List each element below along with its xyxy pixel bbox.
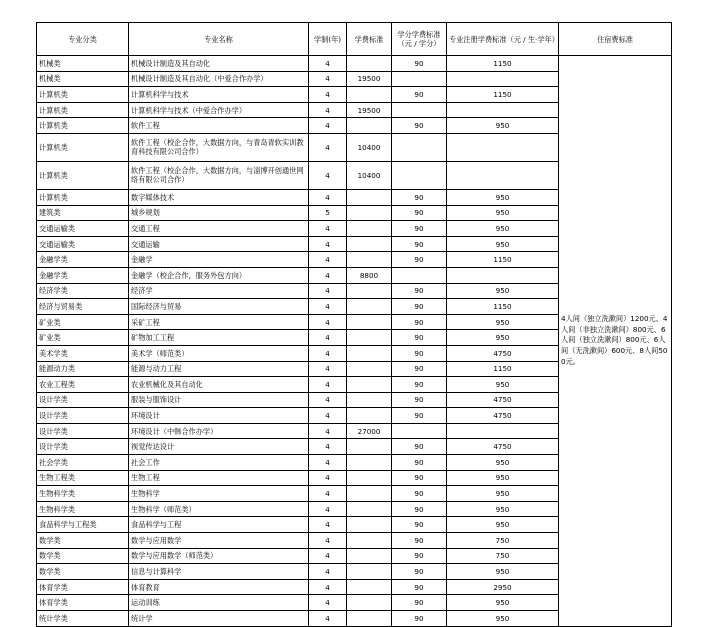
cell-credit: 90 xyxy=(392,189,447,205)
cell-tuition xyxy=(347,439,392,455)
cell-years: 4 xyxy=(309,423,347,439)
cell-credit: 90 xyxy=(392,345,447,361)
cell-register: 4750 xyxy=(447,392,559,408)
cell-dorm-note: 4人间（独立洗漱间）1200元、4人间（非独立洗漱间）800元、6人间（独立洗漱间）800元、6人间（无洗漱间）600元、8人间500元。 xyxy=(559,56,672,627)
cell-tuition xyxy=(347,314,392,330)
cell-category: 数学类 xyxy=(37,548,129,564)
cell-tuition xyxy=(347,56,392,72)
cell-category: 建筑类 xyxy=(37,205,129,221)
cell-register: 950 xyxy=(447,595,559,611)
cell-name: 矿物加工工程 xyxy=(129,330,309,346)
cell-tuition xyxy=(347,579,392,595)
cell-tuition xyxy=(347,205,392,221)
cell-category: 生物科学类 xyxy=(37,501,129,517)
cell-register: 950 xyxy=(447,455,559,471)
column-header-register-fee: 专业注册学费标准（元 / 生·学年） xyxy=(447,23,559,56)
cell-register: 950 xyxy=(447,118,559,134)
cell-category: 计算机类 xyxy=(37,189,129,205)
cell-name: 软件工程（校企合作，大数据方向，与青岛青软实训教育科技有限公司合作） xyxy=(129,133,309,161)
cell-credit: 90 xyxy=(392,579,447,595)
cell-name: 机械设计制造及其自动化 xyxy=(129,56,309,72)
cell-category: 社会学类 xyxy=(37,455,129,471)
column-header-dorm-fee: 住宿费标准 xyxy=(559,23,672,56)
table-body xyxy=(37,56,672,627)
cell-years: 4 xyxy=(309,377,347,393)
cell-credit: 90 xyxy=(392,408,447,424)
column-header-category: 专业分类 xyxy=(37,23,129,56)
cell-years: 4 xyxy=(309,221,347,237)
cell-name: 体育教育 xyxy=(129,579,309,595)
table-row xyxy=(37,56,672,72)
cell-name: 美术学（师范类） xyxy=(129,345,309,361)
cell-register xyxy=(447,423,559,439)
cell-years: 4 xyxy=(309,314,347,330)
cell-register xyxy=(447,133,559,161)
cell-name: 机械设计制造及其自动化（中爱合作办学） xyxy=(129,71,309,87)
cell-tuition xyxy=(347,118,392,134)
tuition-fee-table xyxy=(36,22,672,627)
cell-years: 4 xyxy=(309,392,347,408)
cell-tuition xyxy=(347,548,392,564)
cell-years: 4 xyxy=(309,470,347,486)
cell-credit: 90 xyxy=(392,236,447,252)
cell-category: 设计学类 xyxy=(37,392,129,408)
cell-category: 设计学类 xyxy=(37,439,129,455)
cell-years: 4 xyxy=(309,283,347,299)
cell-years: 4 xyxy=(309,102,347,118)
cell-register: 950 xyxy=(447,611,559,627)
cell-category: 能源动力类 xyxy=(37,361,129,377)
cell-credit: 90 xyxy=(392,118,447,134)
cell-register: 4750 xyxy=(447,345,559,361)
cell-register: 950 xyxy=(447,501,559,517)
cell-credit: 90 xyxy=(392,548,447,564)
cell-credit: 90 xyxy=(392,517,447,533)
cell-category: 金融学类 xyxy=(37,267,129,283)
cell-credit: 90 xyxy=(392,455,447,471)
table-header-row xyxy=(37,23,672,56)
cell-credit: 90 xyxy=(392,377,447,393)
cell-years: 4 xyxy=(309,189,347,205)
cell-years: 4 xyxy=(309,118,347,134)
cell-credit: 90 xyxy=(392,501,447,517)
cell-name: 计算机科学与技术（中爱合作办学） xyxy=(129,102,309,118)
cell-name: 信息与计算科学 xyxy=(129,564,309,580)
cell-register xyxy=(447,71,559,87)
cell-category: 计算机类 xyxy=(37,102,129,118)
cell-name: 服装与服饰设计 xyxy=(129,392,309,408)
cell-name: 数学与应用数学（师范类） xyxy=(129,548,309,564)
cell-register: 1150 xyxy=(447,87,559,103)
cell-credit xyxy=(392,267,447,283)
cell-tuition xyxy=(347,87,392,103)
cell-category: 食品科学与工程类 xyxy=(37,517,129,533)
cell-category: 农业工程类 xyxy=(37,377,129,393)
cell-name: 食品科学与工程 xyxy=(129,517,309,533)
column-header-credit-fee: 学分学费标准（元 / 学分） xyxy=(392,23,447,56)
cell-years: 4 xyxy=(309,361,347,377)
cell-years: 4 xyxy=(309,548,347,564)
cell-tuition: 19500 xyxy=(347,71,392,87)
cell-years: 4 xyxy=(309,595,347,611)
cell-register: 950 xyxy=(447,189,559,205)
cell-credit: 90 xyxy=(392,486,447,502)
cell-tuition xyxy=(347,611,392,627)
cell-tuition xyxy=(347,408,392,424)
cell-credit: 90 xyxy=(392,611,447,627)
cell-register xyxy=(447,161,559,189)
cell-tuition xyxy=(347,236,392,252)
cell-credit: 90 xyxy=(392,564,447,580)
cell-tuition xyxy=(347,533,392,549)
cell-tuition xyxy=(347,377,392,393)
cell-register: 950 xyxy=(447,377,559,393)
cell-name: 农业机械化及其自动化 xyxy=(129,377,309,393)
cell-category: 经济与贸易类 xyxy=(37,299,129,315)
cell-category: 计算机类 xyxy=(37,87,129,103)
table-header xyxy=(37,23,672,56)
cell-credit: 90 xyxy=(392,205,447,221)
cell-name: 视觉传达设计 xyxy=(129,439,309,455)
cell-tuition xyxy=(347,299,392,315)
cell-credit xyxy=(392,71,447,87)
cell-register: 1150 xyxy=(447,299,559,315)
cell-years: 4 xyxy=(309,455,347,471)
cell-name: 生物科学（师范类） xyxy=(129,501,309,517)
cell-category: 计算机类 xyxy=(37,118,129,134)
cell-years: 4 xyxy=(309,133,347,161)
cell-credit xyxy=(392,161,447,189)
cell-register: 950 xyxy=(447,330,559,346)
cell-tuition: 8800 xyxy=(347,267,392,283)
cell-tuition xyxy=(347,501,392,517)
cell-tuition xyxy=(347,361,392,377)
cell-name: 软件工程（校企合作，大数据方向，与淄博开创通世网络有限公司合作） xyxy=(129,161,309,189)
cell-years: 4 xyxy=(309,579,347,595)
cell-name: 运动训练 xyxy=(129,595,309,611)
cell-years: 4 xyxy=(309,56,347,72)
cell-register xyxy=(447,267,559,283)
cell-tuition: 27000 xyxy=(347,423,392,439)
cell-register: 750 xyxy=(447,533,559,549)
cell-category: 金融学类 xyxy=(37,252,129,268)
cell-years: 4 xyxy=(309,236,347,252)
cell-category: 生物科学类 xyxy=(37,486,129,502)
cell-name: 数字媒体技术 xyxy=(129,189,309,205)
cell-tuition xyxy=(347,345,392,361)
cell-name: 金融学 xyxy=(129,252,309,268)
cell-category: 体育学类 xyxy=(37,579,129,595)
cell-category: 机械类 xyxy=(37,56,129,72)
cell-name: 交通工程 xyxy=(129,221,309,237)
cell-tuition xyxy=(347,595,392,611)
cell-tuition xyxy=(347,455,392,471)
cell-years: 4 xyxy=(309,267,347,283)
cell-name: 经济学 xyxy=(129,283,309,299)
cell-tuition xyxy=(347,252,392,268)
cell-credit: 90 xyxy=(392,56,447,72)
column-header-major-name: 专业名称 xyxy=(129,23,309,56)
cell-register: 950 xyxy=(447,470,559,486)
cell-name: 社会工作 xyxy=(129,455,309,471)
cell-register: 2950 xyxy=(447,579,559,595)
cell-register: 1150 xyxy=(447,252,559,268)
cell-register: 950 xyxy=(447,205,559,221)
cell-credit xyxy=(392,423,447,439)
cell-credit: 90 xyxy=(392,221,447,237)
cell-tuition xyxy=(347,392,392,408)
cell-register: 950 xyxy=(447,517,559,533)
cell-name: 城乡规划 xyxy=(129,205,309,221)
cell-credit: 90 xyxy=(392,470,447,486)
cell-credit: 90 xyxy=(392,283,447,299)
cell-credit: 90 xyxy=(392,392,447,408)
cell-years: 4 xyxy=(309,330,347,346)
cell-register: 950 xyxy=(447,486,559,502)
cell-category: 统计学类 xyxy=(37,611,129,627)
cell-register: 950 xyxy=(447,221,559,237)
cell-category: 矿业类 xyxy=(37,330,129,346)
cell-category: 设计学类 xyxy=(37,408,129,424)
cell-name: 环境设计（中韩合作办学） xyxy=(129,423,309,439)
column-header-tuition: 学费标准 xyxy=(347,23,392,56)
cell-category: 体育学类 xyxy=(37,595,129,611)
cell-years: 4 xyxy=(309,161,347,189)
cell-years: 4 xyxy=(309,408,347,424)
column-header-years: 学制(年) xyxy=(309,23,347,56)
cell-years: 4 xyxy=(309,564,347,580)
cell-name: 能源与动力工程 xyxy=(129,361,309,377)
cell-tuition xyxy=(347,189,392,205)
cell-credit: 90 xyxy=(392,361,447,377)
cell-years: 4 xyxy=(309,71,347,87)
cell-credit: 90 xyxy=(392,299,447,315)
cell-tuition: 10400 xyxy=(347,161,392,189)
cell-years: 4 xyxy=(309,486,347,502)
cell-tuition xyxy=(347,330,392,346)
cell-name: 计算机科学与技术 xyxy=(129,87,309,103)
cell-register xyxy=(447,102,559,118)
cell-years: 5 xyxy=(309,205,347,221)
cell-register: 750 xyxy=(447,548,559,564)
cell-register: 4750 xyxy=(447,408,559,424)
cell-name: 国际经济与贸易 xyxy=(129,299,309,315)
cell-name: 数学与应用数学 xyxy=(129,533,309,549)
cell-register: 950 xyxy=(447,314,559,330)
cell-years: 4 xyxy=(309,87,347,103)
cell-name: 采矿工程 xyxy=(129,314,309,330)
cell-years: 4 xyxy=(309,501,347,517)
cell-name: 统计学 xyxy=(129,611,309,627)
cell-register: 950 xyxy=(447,564,559,580)
cell-credit: 90 xyxy=(392,87,447,103)
cell-category: 计算机类 xyxy=(37,133,129,161)
cell-register: 950 xyxy=(447,236,559,252)
cell-category: 经济学类 xyxy=(37,283,129,299)
cell-tuition: 19500 xyxy=(347,102,392,118)
cell-register: 1150 xyxy=(447,361,559,377)
cell-years: 4 xyxy=(309,533,347,549)
cell-category: 数学类 xyxy=(37,564,129,580)
cell-years: 4 xyxy=(309,439,347,455)
cell-category: 交通运输类 xyxy=(37,236,129,252)
cell-years: 4 xyxy=(309,611,347,627)
cell-credit: 90 xyxy=(392,439,447,455)
cell-name: 生物科学 xyxy=(129,486,309,502)
cell-category: 矿业类 xyxy=(37,314,129,330)
cell-tuition xyxy=(347,283,392,299)
cell-tuition xyxy=(347,517,392,533)
cell-credit: 90 xyxy=(392,330,447,346)
cell-years: 4 xyxy=(309,517,347,533)
cell-years: 4 xyxy=(309,252,347,268)
cell-category: 生物工程类 xyxy=(37,470,129,486)
cell-credit xyxy=(392,133,447,161)
cell-credit: 90 xyxy=(392,533,447,549)
cell-name: 生物工程 xyxy=(129,470,309,486)
cell-tuition xyxy=(347,486,392,502)
cell-category: 计算机类 xyxy=(37,161,129,189)
cell-credit xyxy=(392,102,447,118)
cell-tuition xyxy=(347,564,392,580)
cell-name: 交通运输 xyxy=(129,236,309,252)
cell-credit: 90 xyxy=(392,314,447,330)
cell-credit: 90 xyxy=(392,595,447,611)
cell-tuition xyxy=(347,221,392,237)
cell-name: 金融学（校企合作，服务外包方向） xyxy=(129,267,309,283)
cell-register: 4750 xyxy=(447,439,559,455)
cell-register: 1150 xyxy=(447,56,559,72)
cell-years: 4 xyxy=(309,299,347,315)
cell-category: 设计学类 xyxy=(37,423,129,439)
cell-name: 软件工程 xyxy=(129,118,309,134)
cell-category: 数学类 xyxy=(37,533,129,549)
cell-category: 交通运输类 xyxy=(37,221,129,237)
cell-credit: 90 xyxy=(392,252,447,268)
cell-category: 机械类 xyxy=(37,71,129,87)
cell-register: 950 xyxy=(447,283,559,299)
cell-tuition: 10400 xyxy=(347,133,392,161)
cell-name: 环境设计 xyxy=(129,408,309,424)
cell-tuition xyxy=(347,470,392,486)
cell-category: 美术学类 xyxy=(37,345,129,361)
cell-years: 4 xyxy=(309,345,347,361)
